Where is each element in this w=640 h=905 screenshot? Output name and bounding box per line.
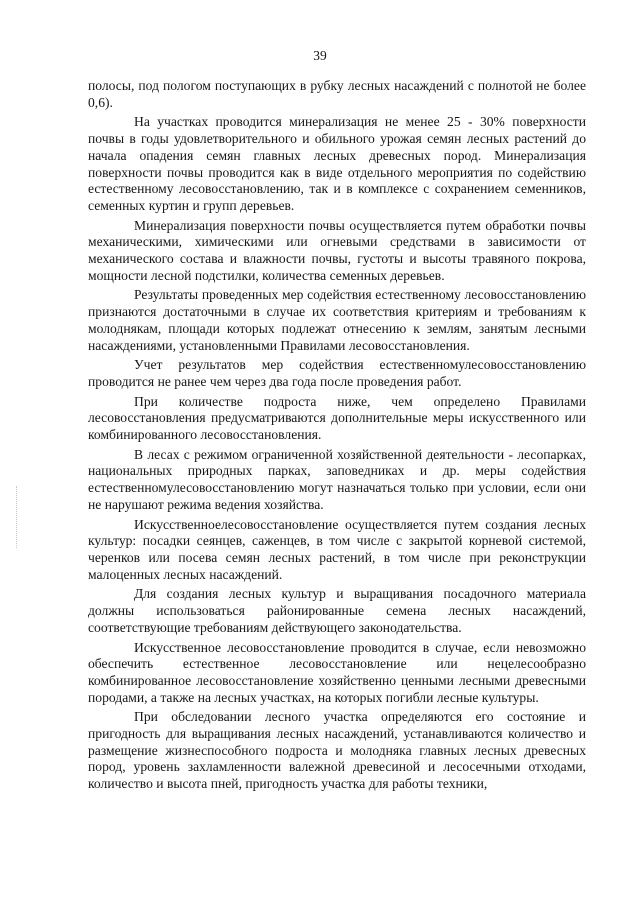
document-body [88, 78, 586, 793]
paragraph-soil-mineralization: На участках проводится минерализация не менее 25 - 30% поверхности почвы в годы удовлетворительного и обильного урожая семян лесных растений до начала опадения семян главных лесных древесных пород. Минерализация поверхности почвы проводится как в виде отдельного мероприятия по содействию естественному лесовосстановлению, так и в комплексе с сохранением семенников, семенных куртин и групп деревьев. [88, 114, 586, 213]
paragraph-site-survey: При обследовании лесного участка определяются его состояние и пригодность для выращивания лесных насаждений, устанавливаются количество и размещение жизнеспособного подроста и молодняка главных лесных древесных пород, уровень захламленности валежной древесиной и лесосечными отходами, количество и высота пней, пригодность участка для работы техники, [88, 709, 586, 792]
paragraph-artificial-reforestation: Искусственноелесовосстановление осуществляется путем создания лесных культур: посадки сеянцев, саженцев, в том числе с закрытой корневой системой, черенков или посева семян лесных растений, в том числе при реконструкции малоценных лесных насаждений. [88, 516, 586, 582]
paragraph-mineralization-methods: Минерализация поверхности почвы осуществляется путем обработки почвы механическими, химическими или огневыми средствами в зависимости от механического состава и влажности почвы, густоты и высоты травяного покрова, мощности лесной подстилки, количества семенных деревьев. [88, 217, 586, 283]
paragraph-results-sufficiency: Результаты проведенных мер содействия естественному лесовосстановлению признаются достаточными в случае их соответствия критериям и требованиям к молоднякам, площади которых подлежат отнесению к землям, занятым лесными насаждениями, установленными Правилами лесовосстановления. [88, 287, 586, 353]
paragraph-continuation: полосы, под пологом поступающих в рубку лесных насаждений с полнотой не более 0,6). [88, 78, 586, 110]
paragraph-artificial-cases: Искусственное лесовосстановление проводится в случае, если невозможно обеспечить естественное лесовосстановление или нецелесообразно комбинированное лесовосстановление хозяйственно ценными лесными древесными породами, а также на лесных участках, на которых погибли лесные культуры. [88, 639, 586, 705]
paragraph-results-accounting: Учет результатов мер содействия естественномулесовосстановлению проводится не ранее чем через два года после проведения работ. [88, 357, 586, 389]
scan-margin-mark [16, 486, 18, 548]
paragraph-undergrowth-quantity: При количестве подроста ниже, чем определено Правилами лесовосстановления предусматриваются дополнительные меры искусственного или комбинированного лесовосстановления. [88, 393, 586, 443]
paragraph-zoned-seeds: Для создания лесных культур и выращивания посадочного материала должны использоваться районированные семена лесных насаждений, соответствующие требованиям действующего законодательства. [88, 586, 586, 635]
paragraph-restricted-forests: В лесах с режимом ограниченной хозяйственной деятельности - лесопарках, национальных природных парках, заповедниках и др. меры содействия естественномулесовосстановлению могут назначаться только при условии, если они не нарушают режима ведения хозяйства. [88, 446, 586, 512]
page-number: 39 [313, 48, 327, 63]
